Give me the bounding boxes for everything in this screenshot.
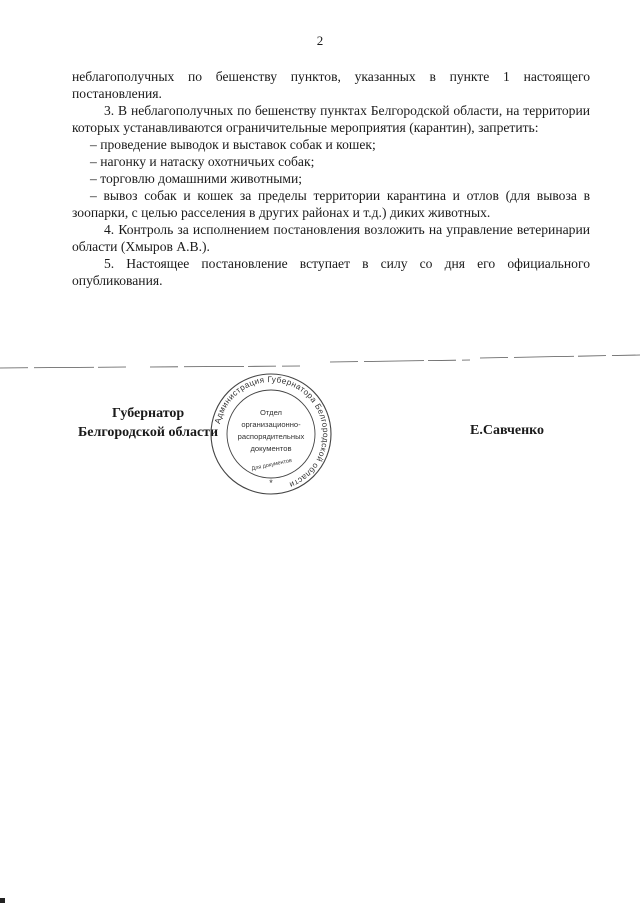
document-body bbox=[72, 68, 590, 289]
list-item: – вывоз собак и кошек за пределы территории карантина и отлов (для вывоза в зоопарки, с целью расселения в других районах и т.д.) диких животных. bbox=[72, 188, 590, 220]
signature-title-line1: Губернатор bbox=[112, 406, 185, 421]
paragraph-continuation: неблагополучных по бешенству пунктов, указанных в пункте 1 настоящего постановления. bbox=[72, 69, 590, 101]
scan-artifact-mark bbox=[0, 898, 5, 903]
list-item: – торговлю домашними животными; bbox=[90, 171, 303, 186]
page-number: 2 bbox=[316, 33, 324, 48]
stamp-center-line: организационно- bbox=[241, 420, 301, 429]
list-item: – проведение выводок и выставок собак и кошек; bbox=[90, 137, 376, 152]
stamp-bottom-text: Для документов bbox=[251, 457, 293, 473]
star-icon: * bbox=[269, 478, 273, 488]
paragraph-5: 5. Настоящее постановление вступает в силу со дня его официального опубликования. bbox=[72, 256, 590, 288]
scan-rule-line bbox=[0, 352, 640, 372]
signature-title-line2: Белгородской области bbox=[78, 425, 219, 440]
official-stamp-seal bbox=[206, 372, 336, 496]
paragraph-4: 4. Контроль за исполнением постановления возложить на управление ветеринарии области (Хмыров А.В.). bbox=[72, 222, 590, 254]
stamp-ring-text: Администрация Губернатора Белгородской области bbox=[213, 374, 331, 490]
paragraph-3: 3. В неблагополучных по бешенству пунктах Белгородской области, на территории которых устанавливаются ограничительные мероприятия (карантин), запретить: bbox=[72, 103, 590, 135]
stamp-center-line: распорядительных bbox=[237, 432, 305, 441]
stamp-center-line: документов bbox=[250, 444, 292, 453]
list-item: – нагонку и натаску охотничьих собак; bbox=[90, 154, 315, 169]
stamp-center-line: Отдел bbox=[260, 408, 282, 417]
signature-name: Е.Савченко bbox=[470, 423, 545, 438]
